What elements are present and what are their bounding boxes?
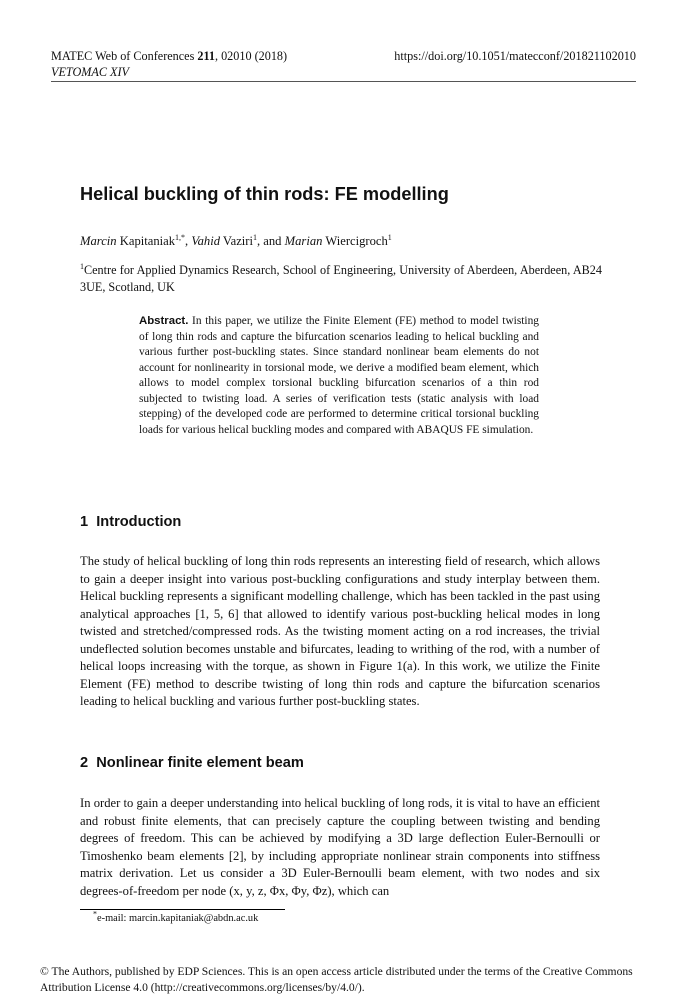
header-rule [51, 81, 636, 82]
abstract-label: Abstract. [139, 315, 189, 327]
abstract-text: In this paper, we utilize the Finite Element (FE) method to model twisting of long thin rods and capture the bifurcation scenarios leading to helical buckling and various further post-buckling states. Since standard nonlinear beam elements do not account for nonlinearity in torsional mode, we derive a modified beam element, which allows to model complex torsional buckling bifurcation scenarios of a thin rod subjected to twisting load. A series of verification tests (static analysis with load stepping) of the developed code are performed to determine critical torsional buckling loads for various helical buckling modes and compared with ABAQUS FE simulation. [139, 315, 539, 436]
affiliation: $^1$Centre for Applied Dynamics Research, School of Engineering, University of Aberdeen, Aberdeen, AB24 3UE, Scotland, UK [80, 261, 602, 294]
footnote: *e-mail: marcin.kapitaniak@abdn.ac.uk [93, 909, 259, 924]
paper-title: Helical buckling of thin rods: FE modelling [80, 184, 449, 204]
section-body: In order to gain a deeper understanding into helical buckling of long rods, it is vital to have an efficient and robust finite elements, that can precisely capture the coupling between twisting and bending degrees of freedom. This can be achieved by modifying a 3D large deflection Euler-Bernoulli or Timoshenko beam elements [2], by including appropriate nonlinear strain components into stiffness matrix derivation. Let us consider a 3D Euler-Bernoulli beam element, with two nodes and six degrees-of-freedom per node (x, y, z, Φx, Φy, Φz), which can [80, 796, 600, 898]
license-notice: © The Authors, published by EDP Sciences. This is an open access article distributed under the terms of the Creative Commons Attribution License 4.0 (http://creativecommons.org/licenses/by/4.0/). [40, 965, 633, 994]
doi-link[interactable]: https://doi.org/10.1051/matecconf/201821102010 [394, 49, 636, 63]
author: Vahid Vaziri$^1$, and [191, 232, 285, 248]
section-heading: 2 Nonlinear finite element beam [80, 755, 304, 771]
conference-name: VETOMAC XIV [51, 65, 129, 79]
footnote-rule [80, 909, 285, 910]
author: Marcin Kapitaniak$^{1,*}$, [80, 232, 192, 248]
author: Marian Wiercigroch$^1$ [284, 232, 392, 248]
section-body: The study of helical buckling of long thin rods represents an interesting field of research, which allows to gain a deeper insight into various post-buckling configurations and study interplay between them. Helical buckling represents a significant modelling challenge, which has been tackled in the past using analytical approaches [1, 5, 6] that allowed to identify various post-buckling helical modes in long twisted and stretched/compressed rods. As the twisting moment acting on a rod increases, the trivial undeflected solution becomes unstable and bifurcates, leading to writhing of the rod, with a number of helical loops increasing with the torque, as shown in Figure 1(a). In this work, we utilize the Finite Element (FE) method to describe twisting of long thin rods and capture the bifurcation scenarios leading to helical buckling and various further post-buckling states. [80, 554, 600, 708]
section-heading: 1 Introduction [80, 514, 182, 530]
author-list [80, 234, 392, 249]
journal-citation: MATEC Web of Conferences 211, 02010 (2018) [51, 49, 288, 63]
abstract [139, 314, 539, 438]
